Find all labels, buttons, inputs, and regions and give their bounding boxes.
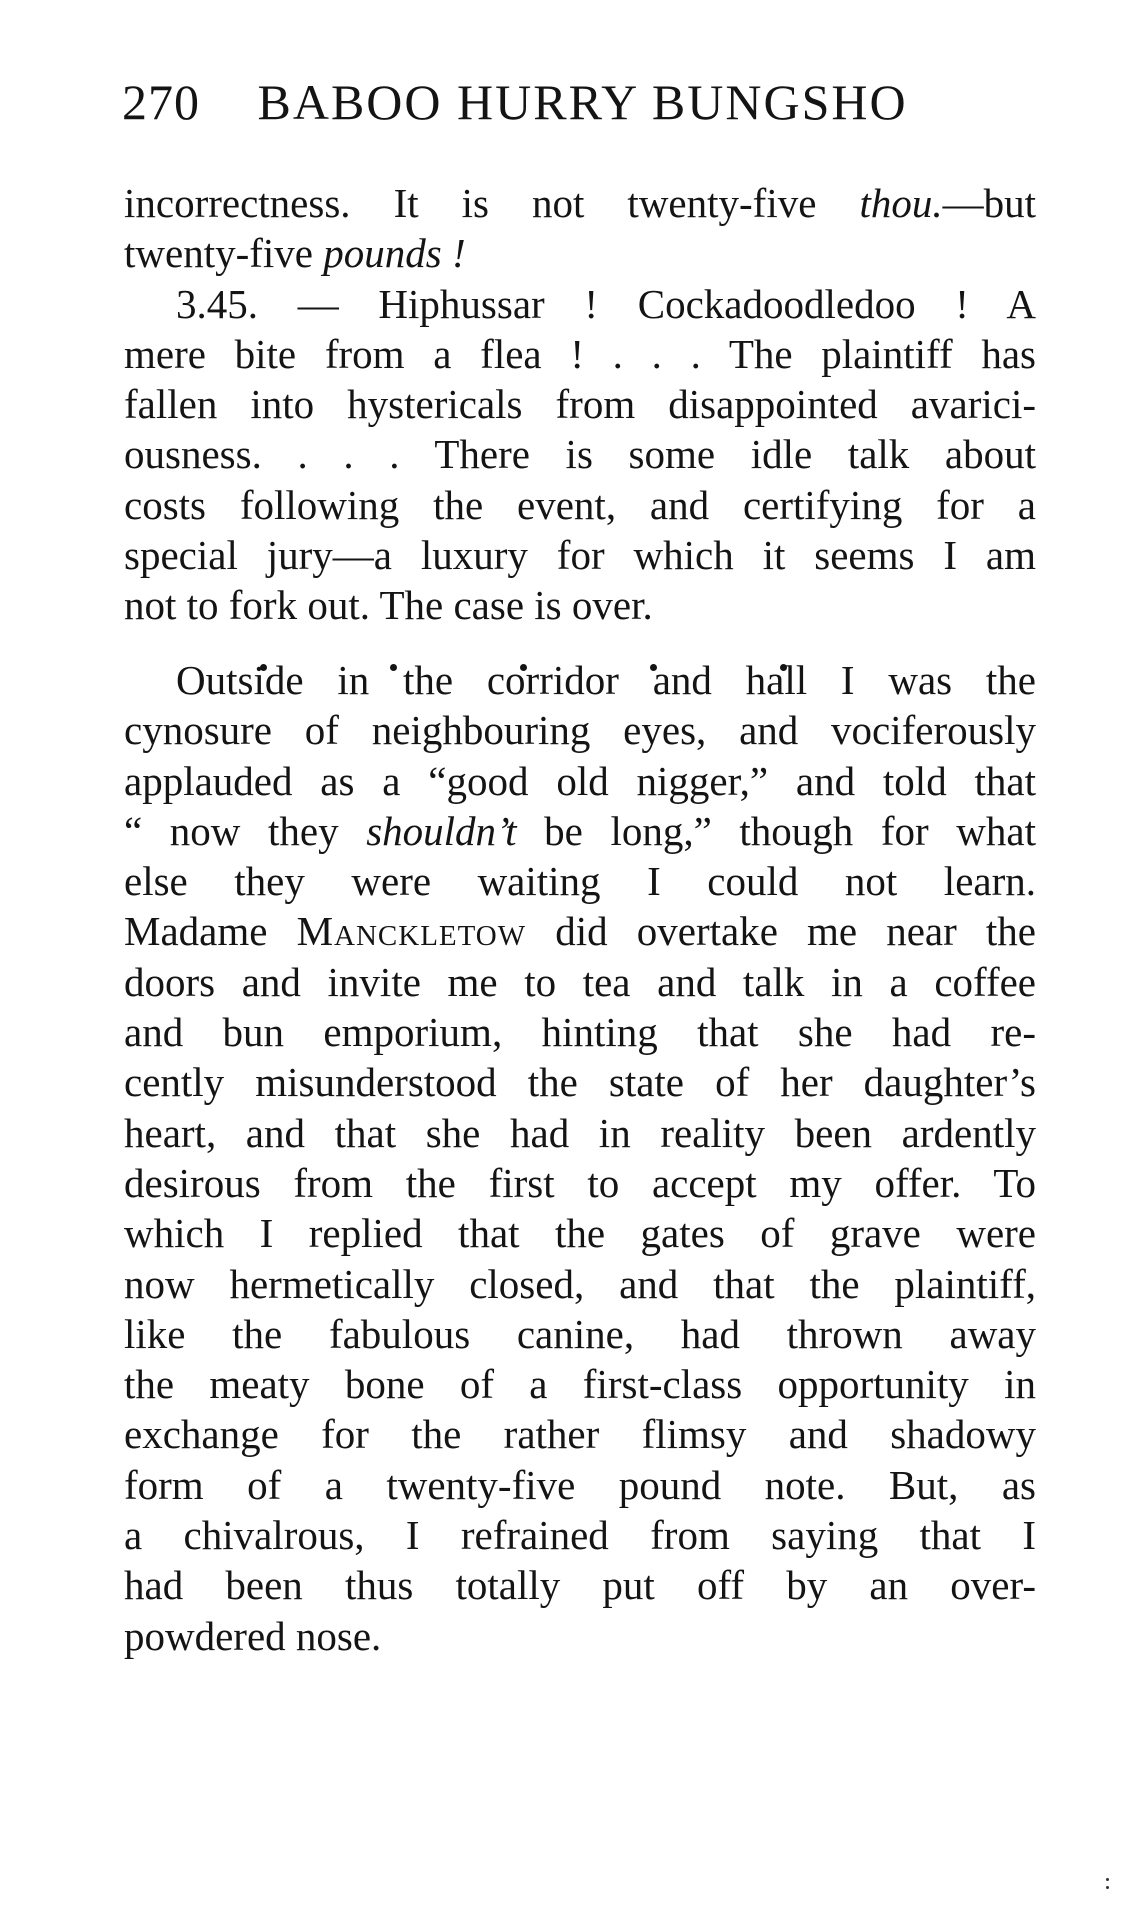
text-block-outside-corridor	[124, 655, 1036, 1661]
running-title: BABOO HURRY BUNGSHO	[257, 74, 908, 130]
text-run: powdered nose.	[124, 1612, 382, 1659]
italic-run: thou.	[859, 180, 943, 226]
text-run: cently misunderstood the state of her daughter’s	[124, 1059, 1036, 1106]
text-line	[124, 1560, 1036, 1610]
text-line	[124, 1108, 1036, 1158]
text-line	[124, 1309, 1036, 1359]
italic-run: pounds !	[323, 230, 466, 277]
text-run: now hermetically closed, and that the plaintiff,	[124, 1260, 1036, 1307]
text-run: mere bite from a flea ! . . . The plaintiff has	[124, 330, 1036, 377]
margin-speck	[1106, 1878, 1110, 1892]
text-line	[124, 1158, 1036, 1208]
text-line	[124, 1611, 1036, 1661]
text-line	[124, 705, 1036, 755]
text-run: exchange for the rather flimsy and shadowy	[124, 1411, 1036, 1458]
text-line	[124, 1208, 1036, 1258]
text-line	[124, 580, 1036, 630]
text-run: fallen into hystericals from disappointed avarici-	[124, 381, 1036, 428]
text-line	[124, 906, 1036, 956]
text-line	[124, 1359, 1036, 1409]
text-line	[124, 279, 1036, 329]
text-line	[124, 1510, 1036, 1560]
text-run: cynosure of neighbouring eyes, and vociferously	[124, 707, 1036, 754]
text-run: Outside in the corridor and hall I was the	[176, 657, 1036, 703]
text-run: the meaty bone of a first-class opportunity in	[124, 1361, 1036, 1408]
text-line	[124, 1057, 1036, 1107]
text-line	[124, 480, 1036, 530]
text-line	[124, 806, 1036, 856]
text-run: special jury—a luxury for which it seems I am	[124, 532, 1036, 579]
text-line	[124, 1460, 1036, 1510]
text-line	[124, 756, 1036, 806]
text-run: costs following the event, and certifying for a	[124, 481, 1036, 528]
italic-run: shouldn’t	[366, 807, 517, 854]
text-run: like the fabulous canine, had thrown away	[124, 1310, 1036, 1357]
text-line	[124, 178, 1036, 228]
text-run: desirous from the first to accept my offer. To	[124, 1159, 1036, 1206]
text-run: which I replied that the gates of grave were	[124, 1210, 1036, 1257]
text-line	[124, 530, 1036, 580]
small-caps-name: Manckletow	[296, 908, 527, 955]
text-run: else they were waiting I could not learn.	[124, 858, 1036, 905]
text-run: Madame	[124, 908, 297, 955]
text-run: incorrectness. It is not twenty-five	[124, 180, 860, 226]
text-run: heart, and that she had in reality been ardently	[124, 1109, 1036, 1156]
text-line	[124, 957, 1036, 1007]
text-run: doors and invite me to tea and talk in a coffee	[124, 958, 1036, 1005]
text-run: twenty-five	[124, 230, 324, 277]
text-run: 3.45. — Hiphussar ! Cockadoodledoo ! A	[176, 280, 1036, 327]
text-run: form of a twenty-five pound note. But, as	[124, 1461, 1036, 1508]
text-line	[124, 1259, 1036, 1309]
text-line	[124, 379, 1036, 429]
text-run: had been thus totally put off by an over-	[124, 1562, 1036, 1609]
text-run: “ now they	[124, 807, 367, 854]
text-run: ousness. . . . There is some idle talk about	[124, 431, 1036, 478]
text-line	[124, 329, 1036, 379]
text-run: applauded as a “good old nigger,” and told that	[124, 757, 1036, 804]
text-run: a chivalrous, I refrained from saying that I	[124, 1512, 1036, 1559]
text-line	[124, 1007, 1036, 1057]
text-run: and bun emporium, hinting that she had re-	[124, 1009, 1036, 1056]
running-head	[122, 72, 982, 132]
text-line	[124, 856, 1036, 906]
text-line	[124, 429, 1036, 479]
text-run: did overtake me near the	[526, 908, 1036, 955]
page-number: 270	[122, 74, 200, 130]
text-run: not to fork out. The case is over.	[124, 582, 653, 629]
text-run: —but	[942, 180, 1036, 226]
text-block-trial-notes	[124, 178, 1036, 631]
text-run: be long,” though for what	[516, 807, 1036, 854]
text-line	[124, 1409, 1036, 1459]
text-line	[124, 228, 1036, 278]
text-line	[124, 655, 1036, 705]
